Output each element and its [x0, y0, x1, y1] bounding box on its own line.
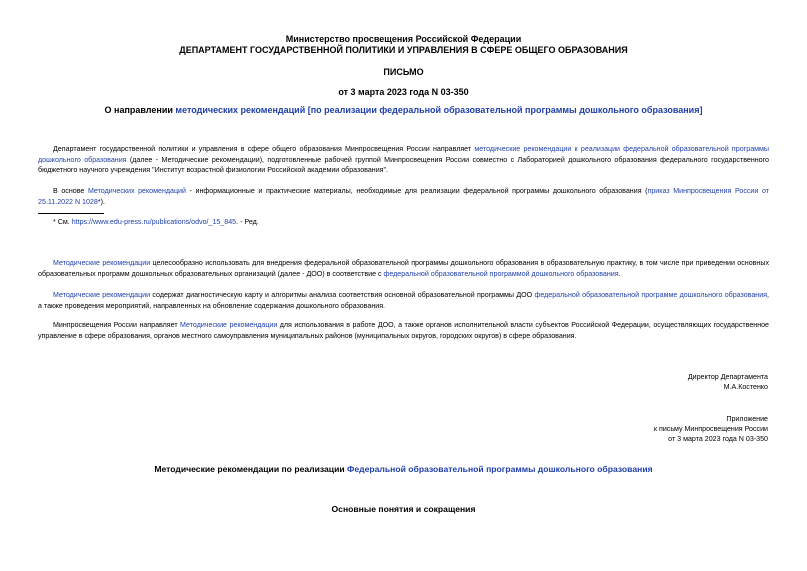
footnote-text-b: . - Ред.: [236, 218, 259, 226]
p2-text-c: *).: [97, 197, 105, 206]
p4-link-program[interactable]: федеральной образовательной программе дошкольного образования: [534, 291, 768, 299]
section-title-text: Методические рекомендации по реализации: [154, 464, 348, 474]
p2-text-b: - информационные и практические материалы, необходимые для реализации федеральной программы дошкольного образования (: [185, 187, 648, 195]
p4-text-a: содержат диагностическую карту и алгоритмы анализа соответствия основной образовательной программы ДОО: [150, 291, 535, 299]
document-subject: [0, 105, 807, 116]
p3-text-a: целесообразно использовать для внедрения федеральной образовательной программы дошкольного образования в образовательную практику, в том числе при приведении основных образовательных программ дошкольных образовательных организаций (далее - ДОО) в соответствие с: [38, 259, 769, 278]
footnote-link[interactable]: https://www.edu-press.ru/publications/odvo/_15_845: [71, 218, 237, 226]
paragraph-3: [38, 258, 769, 279]
p5-text-a: Минпросвещения России направляет: [53, 321, 181, 329]
p1-text-b: (далее - Методические рекомендации), подготовленные рабочей группой Минпросвещения России совместно с Лабораторией дошкольного образования федерального государственного бюджетного научного учреждения "Институт возрастной физиологии Российской академии образования".: [38, 155, 769, 175]
signature-position: Директор Департамента: [687, 373, 768, 381]
footnote: [53, 217, 753, 228]
p1-link[interactable]: методические рекомендации к реализации федеральной образовательной программы дошкольного образования: [38, 145, 769, 164]
p3-link-recommendations[interactable]: Методические рекомендации: [53, 259, 151, 267]
document-type: ПИСЬМО: [383, 67, 424, 77]
p3-text-b: .: [618, 269, 621, 278]
paragraph-4: [38, 290, 769, 311]
appendix-line-1: к письму Минпросвещения России: [653, 425, 768, 433]
p5-text-b: для использования в работе ДОО, а также органов исполнительной власти субъектов Российской Федерации, осуществляющих государственное управление в сфере образования, органов местного самоуправления муниципальных районов (муниципальных округов, городских округов) в сфере образования.: [38, 321, 769, 340]
footnote-text-a: * См.: [53, 218, 72, 226]
section-subtitle: Основные понятия и сокращения: [331, 504, 476, 514]
paragraph-2: [38, 186, 769, 207]
subject-prefix: О направлении: [104, 105, 176, 115]
paragraph-5: [38, 320, 769, 341]
section-title: [0, 464, 807, 475]
section-title-link[interactable]: Федеральной образовательной программы дошкольного образования: [347, 464, 653, 474]
footnote-divider: [38, 213, 104, 214]
p4-link-recommendations[interactable]: Методические рекомендации: [53, 291, 151, 299]
p1-text-a: Департамент государственной политики и управления в сфере общего образования Минпросвещения России направляет: [53, 145, 475, 153]
p5-link-recommendations[interactable]: Методические рекомендации: [180, 321, 278, 329]
p4-text-b: , а также проведения мероприятий, направленных на обновление содержания дошкольного образования.: [38, 291, 769, 310]
signature-name: М.А.Костенко: [723, 383, 768, 391]
appendix-line-2: от 3 марта 2023 года N 03-350: [668, 435, 768, 443]
p2-link-order[interactable]: приказ Минпросвещения России от 25.11.2022 N 1028: [38, 187, 769, 206]
ministry-name: Министерство просвещения Российской Федерации: [285, 34, 522, 44]
p2-link-recommendations[interactable]: Методических рекомендаций: [87, 187, 186, 195]
p3-link-program[interactable]: федеральной образовательной программой дошкольного образования: [383, 269, 619, 278]
p2-text-a: В основе: [53, 187, 88, 195]
document-date-number: от 3 марта 2023 года N 03-350: [338, 87, 469, 97]
paragraph-1: [38, 144, 769, 176]
appendix-title: Приложение: [726, 415, 768, 423]
subject-link[interactable]: методических рекомендаций [по реализации федеральной образовательной программы дошкольного образования]: [175, 105, 703, 115]
department-name: ДЕПАРТАМЕНТ ГОСУДАРСТВЕННОЙ ПОЛИТИКИ И УПРАВЛЕНИЯ В СФЕРЕ ОБЩЕГО ОБРАЗОВАНИЯ: [179, 45, 628, 55]
